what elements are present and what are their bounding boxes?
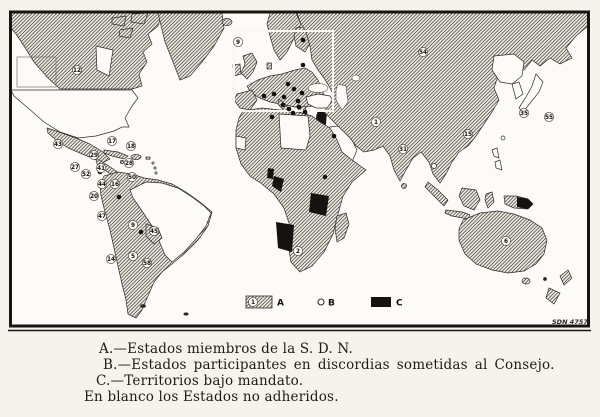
country-number-marker bbox=[293, 246, 302, 255]
dispute-dot bbox=[323, 175, 328, 180]
region-tasmania bbox=[522, 278, 530, 284]
svg-text:9: 9 bbox=[130, 223, 136, 230]
country-number-marker bbox=[128, 220, 137, 229]
country-number-marker bbox=[96, 163, 105, 172]
region-hispaniola bbox=[131, 155, 141, 160]
caption-disputes: B.—Estados participantes en discordias sometidas al Consejo. bbox=[103, 357, 555, 373]
country-number-marker bbox=[70, 162, 79, 171]
svg-text:6: 6 bbox=[503, 239, 509, 246]
dispute-dot bbox=[286, 82, 291, 87]
caption-mandates: C.—Territorios bajo mandato. bbox=[96, 373, 304, 389]
country-number-marker bbox=[106, 254, 115, 263]
svg-text:52: 52 bbox=[81, 172, 91, 179]
mandate-southwest-africa bbox=[276, 222, 294, 252]
country-number-marker bbox=[89, 191, 98, 200]
svg-text:28: 28 bbox=[124, 161, 134, 168]
svg-text:14: 14 bbox=[106, 257, 116, 264]
country-number-marker bbox=[233, 37, 242, 46]
dispute-dot bbox=[303, 110, 308, 115]
country-number-marker bbox=[142, 258, 151, 267]
legend-swatch-c bbox=[371, 297, 391, 307]
country-number-marker bbox=[97, 179, 106, 188]
svg-text:47: 47 bbox=[97, 214, 107, 221]
dispute-dot bbox=[297, 105, 302, 110]
region-puerto-rico bbox=[146, 157, 150, 159]
dispute-dot bbox=[292, 87, 297, 92]
dispute-dot bbox=[117, 195, 122, 200]
country-number-marker bbox=[371, 117, 380, 126]
caption-nonmembers: En blanco los Estados no adheridos. bbox=[84, 389, 339, 405]
country-number-marker bbox=[501, 236, 510, 245]
country-number-marker bbox=[81, 169, 90, 178]
region-rio-de-oro bbox=[236, 136, 246, 150]
svg-text:17: 17 bbox=[107, 139, 117, 146]
svg-text:16: 16 bbox=[110, 182, 120, 189]
dispute-dot bbox=[262, 94, 267, 99]
svg-text:35: 35 bbox=[519, 111, 529, 118]
country-number-marker bbox=[72, 65, 81, 74]
country-number-marker bbox=[149, 226, 158, 235]
plate-mark: SDN 4757 bbox=[552, 318, 588, 326]
siam-marker bbox=[432, 164, 437, 169]
svg-text:20: 20 bbox=[89, 194, 99, 201]
svg-text:55: 55 bbox=[544, 115, 554, 122]
svg-text:45: 45 bbox=[149, 229, 159, 236]
dispute-dot bbox=[332, 134, 337, 139]
svg-text:43: 43 bbox=[53, 142, 63, 149]
dispute-dot bbox=[296, 99, 301, 104]
south-georgia-island bbox=[184, 313, 188, 315]
svg-text:5: 5 bbox=[130, 254, 136, 261]
country-number-marker bbox=[463, 129, 472, 138]
country-number-marker bbox=[127, 172, 136, 181]
dispute-dot bbox=[272, 92, 277, 97]
dispute-dot bbox=[282, 95, 287, 100]
region-egypt bbox=[279, 114, 310, 150]
dispute-dot bbox=[300, 91, 305, 96]
country-number-marker bbox=[398, 144, 407, 153]
black-sea bbox=[308, 84, 328, 93]
dispute-dot bbox=[139, 230, 144, 235]
svg-text:9: 9 bbox=[235, 40, 241, 47]
country-number-marker bbox=[53, 139, 62, 148]
mandate-togo bbox=[267, 168, 274, 179]
country-number-marker bbox=[110, 179, 119, 188]
mandate-tanganyika bbox=[309, 193, 329, 216]
antilles-island bbox=[155, 172, 157, 174]
dispute-dot bbox=[287, 107, 292, 112]
country-number-marker bbox=[519, 108, 528, 117]
country-number-marker bbox=[544, 112, 553, 121]
country-number-marker bbox=[97, 211, 106, 220]
legend-sample-number: 1 bbox=[250, 300, 256, 307]
svg-text:41: 41 bbox=[96, 166, 106, 173]
region-taiwan bbox=[501, 136, 505, 140]
country-number-marker bbox=[418, 47, 427, 56]
legend-label-a: A bbox=[277, 298, 284, 309]
svg-text:54: 54 bbox=[418, 50, 428, 57]
arctic-island bbox=[112, 16, 126, 26]
svg-text:2: 2 bbox=[295, 249, 301, 256]
svg-text:31: 31 bbox=[398, 147, 408, 154]
falkland-islands bbox=[141, 305, 146, 308]
dispute-dot bbox=[291, 111, 296, 116]
region-denmark bbox=[267, 63, 272, 69]
country-number-marker bbox=[126, 141, 135, 150]
country-number-marker bbox=[128, 251, 137, 260]
pacific-island bbox=[544, 278, 547, 281]
dispute-dot bbox=[281, 103, 286, 108]
aral-sea bbox=[352, 75, 360, 81]
svg-text:12: 12 bbox=[72, 68, 82, 75]
caption-members: A.—Estados miembros de la S. D. N. bbox=[99, 341, 354, 357]
svg-text:50: 50 bbox=[127, 175, 137, 182]
dispute-dot bbox=[301, 63, 306, 68]
svg-text:27: 27 bbox=[70, 165, 80, 172]
legend-label-c: C bbox=[396, 298, 403, 309]
region-jamaica bbox=[120, 160, 123, 163]
antilles-island bbox=[152, 162, 154, 164]
country-number-marker bbox=[107, 136, 116, 145]
legend-label-b: B bbox=[328, 298, 335, 309]
country-number-marker bbox=[124, 158, 133, 167]
dispute-dot bbox=[270, 115, 275, 120]
svg-text:15: 15 bbox=[463, 132, 473, 139]
svg-text:1: 1 bbox=[373, 120, 379, 127]
country-number-marker bbox=[89, 150, 98, 159]
svg-text:58: 58 bbox=[142, 261, 152, 268]
svg-text:18: 18 bbox=[126, 144, 136, 151]
region-iceland bbox=[222, 19, 232, 26]
svg-text:29: 29 bbox=[89, 153, 99, 160]
region-ceylon bbox=[402, 184, 407, 189]
svg-text:44: 44 bbox=[97, 182, 107, 189]
dispute-dot bbox=[301, 38, 306, 43]
antilles-island bbox=[154, 167, 156, 169]
